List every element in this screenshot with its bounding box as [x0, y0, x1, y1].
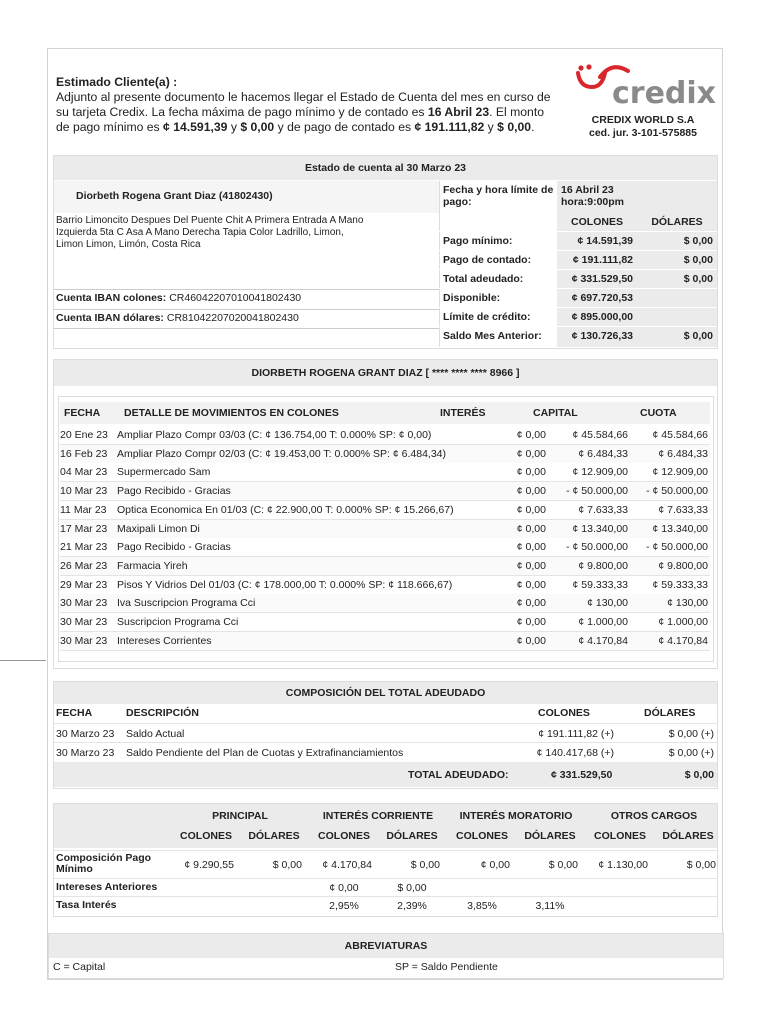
table-row: [60, 594, 710, 613]
col-dolares: DÓLARES: [651, 216, 703, 228]
summary-divider: [439, 269, 717, 270]
row-value: ¢ 1.130,00: [598, 859, 648, 871]
row-capital: ¢ 13.340,00: [572, 522, 628, 535]
row-colones: ¢ 140.417,68 (+): [536, 747, 614, 759]
row-value: 2,95%: [329, 900, 359, 912]
table-row: [60, 520, 710, 539]
sub-header: COLONES: [318, 830, 370, 842]
row-interes: ¢ 0,00: [516, 503, 546, 516]
movements-header: FECHA DETALLE DE MOVIMIENTOS EN COLONES INTERÉS CAPITAL CUOTA: [60, 402, 710, 424]
summary-divider: [439, 231, 717, 232]
movements-title: DIORBETH ROGENA GRANT DIAZ [ **** **** **** 8966 ]: [54, 360, 717, 386]
abbr-capital: C = Capital: [53, 961, 106, 973]
movements-section: [53, 359, 718, 669]
summary-divider: [439, 326, 717, 327]
table-row: [54, 723, 717, 742]
row-cuota: ¢ 1.000,00: [658, 616, 708, 628]
row-fecha: 04 Mar 23: [60, 466, 108, 479]
row-interes: ¢ 0,00: [516, 541, 546, 554]
row-value: $ 0,00: [410, 859, 440, 871]
row-capital: ¢ 130,00: [587, 597, 628, 610]
row-interes: ¢ 0,00: [516, 466, 546, 479]
row-cuota: ¢ 6.484,33: [658, 447, 708, 460]
col-colones: COLONES: [571, 216, 623, 228]
group-header: PRINCIPAL: [212, 810, 268, 822]
row-fecha: 30 Mar 23: [60, 616, 108, 628]
row-detalle: Iva Suscripcion Programa Cci: [117, 597, 256, 610]
row-label: Tasa Interés: [56, 899, 117, 911]
row-cuota: ¢ 59.333,33: [652, 578, 708, 591]
credix-logo: [568, 59, 718, 104]
table-row: [60, 632, 710, 651]
table-row: [60, 576, 710, 595]
row-value: 3,11%: [535, 900, 565, 912]
row-interes: ¢ 0,00: [516, 447, 546, 460]
svg-text:credix: credix: [612, 76, 717, 104]
row-value: ¢ 9.290,55: [184, 859, 234, 871]
company-ced: ced. jur. 3-101-575885: [589, 127, 697, 139]
row-fecha: 10 Mar 23: [60, 485, 108, 498]
summary-label: Total adeudado:: [443, 273, 524, 285]
total-row: TOTAL ADEUDADO: ¢ 331.529,50 $ 0,00: [54, 762, 717, 787]
summary-colones: ¢ 895.000,00: [571, 311, 633, 323]
row-colones: ¢ 191.111,82 (+): [538, 728, 614, 740]
summary-label: Saldo Mes Anterior:: [443, 330, 542, 342]
company-name: CREDIX WORLD S.A: [591, 114, 695, 126]
row-dolares: $ 0,00 (+): [668, 728, 714, 740]
row-fecha: 30 Marzo 23: [56, 747, 115, 759]
intro-text: Adjunto al presente documento le hacemos llegar el Estado de Cuenta del mes en curso de su tarjeta Credix. La fecha máxima de pago mínimo y de contado es 16 Abril 23. El monto de pago mínimo es ¢ 14.591,39 y $ 0,00 y de pago de contado es ¢ 191.111,82 y $ 0,00.: [56, 90, 551, 134]
sub-header: COLONES: [594, 830, 646, 842]
row-detalle: Supermercado Sam: [117, 466, 211, 479]
table-row: [60, 501, 710, 520]
row-label: Composición Pago Mínimo: [56, 852, 152, 875]
client-address: Barrio Limoncito Despues Del Puente Chit A Primera Entrada A Mano Izquierda 5ta C Asa A Mano Derecha Tapia Color Ladrillo, Limon, Limon Limon, Limón, Costa Rica: [56, 215, 364, 250]
row-fecha: 20 Ene 23: [60, 429, 108, 441]
abbreviations-section: [48, 933, 724, 979]
row-value: 2,39%: [397, 900, 427, 912]
row-detalle: Pago Recibido - Gracias: [117, 541, 231, 554]
summary-colones: ¢ 191.111,82: [572, 254, 633, 266]
summary-divider: [439, 307, 717, 308]
row-interes: ¢ 0,00: [516, 559, 546, 572]
summary-colones: ¢ 697.720,53: [571, 292, 633, 304]
row-cuota: - ¢ 50.000,00: [646, 541, 708, 554]
row-detalle: Ampliar Plazo Compr 03/03 (C: ¢ 136.754,00 T: 0.000% SP: ¢ 0,00): [117, 429, 432, 441]
row-detalle: Maxipali Limon Di: [117, 522, 200, 535]
summary-dolares: $ 0,00: [683, 235, 713, 247]
deadline-label: Fecha y hora límite de pago:: [443, 184, 554, 208]
group-header: OTROS CARGOS: [610, 810, 698, 822]
row-detalle: Ampliar Plazo Compr 02/03 (C: ¢ 19.453,00 T: 0.000% SP: ¢ 6.484,34): [117, 447, 446, 460]
table-row: [60, 613, 710, 632]
table-row: [60, 463, 710, 482]
row-cuota: ¢ 7.633,33: [658, 503, 708, 516]
row-cuota: ¢ 4.170,84: [658, 634, 708, 647]
row-detalle: Optica Economica En 01/03 (C: ¢ 22.900,00 T: 0.000% SP: ¢ 15.266,67): [117, 503, 454, 516]
row-fecha: 30 Mar 23: [60, 597, 108, 610]
sub-header: COLONES: [180, 830, 232, 842]
row-fecha: 11 Mar 23: [60, 503, 107, 516]
row-value: ¢ 0,00: [480, 859, 510, 871]
margin-line: [0, 660, 46, 661]
summary-label: Pago de contado:: [443, 254, 532, 266]
greeting: Estimado Cliente(a) :: [56, 75, 178, 89]
row-detalle: Farmacia Yireh: [117, 559, 188, 572]
summary-dolares: $ 0,00: [683, 330, 713, 342]
table-row: [54, 850, 717, 879]
group-header: INTERÉS MORATORIO: [459, 810, 573, 822]
table-row: [54, 896, 717, 915]
iban-dolares: Cuenta IBAN dólares: CR81042207020041802430: [56, 312, 299, 324]
credix-logo-mark: [568, 59, 718, 104]
breakdown-section: [53, 803, 718, 917]
row-detalle: Suscripcion Programa Cci: [117, 616, 239, 628]
row-capital: ¢ 6.484,33: [578, 447, 628, 460]
row-value: $ 0,00: [548, 859, 578, 871]
row-interes: ¢ 0,00: [516, 597, 546, 610]
row-capital: ¢ 1.000,00: [578, 616, 628, 628]
summary-label: Disponible:: [443, 292, 501, 304]
row-cuota: ¢ 13.340,00: [652, 522, 708, 535]
row-cuota: ¢ 130,00: [667, 597, 708, 610]
row-capital: - ¢ 50.000,00: [566, 485, 628, 498]
composition-section: COMPOSICIÓN DEL TOTAL ADEUDADO FECHA DESCRIPCIÓN COLONES DÓLARES TOTAL ADEUDADO: ¢ 331.529,50 $ 0,00 30 Marzo 23 Saldo Actual ¢ 191.111,82 (+) $ 0,00 (+) 30 Marzo 23 Saldo Pendiente del Plan de Cuotas y Extrafinanciamientos ¢ 140.417,68 (+) $ 0,00 (+): [53, 681, 718, 789]
statement-title: Estado de cuenta al 30 Marzo 23: [54, 156, 717, 180]
statement-summary: [53, 155, 718, 349]
row-capital: ¢ 12.909,00: [572, 466, 628, 479]
row-value: $ 0,00: [397, 882, 427, 894]
row-interes: ¢ 0,00: [516, 616, 546, 628]
composition-title: COMPOSICIÓN DEL TOTAL ADEUDADO: [54, 682, 717, 704]
row-interes: ¢ 0,00: [516, 522, 546, 535]
row-capital: - ¢ 50.000,00: [566, 541, 628, 554]
row-value: ¢ 4.170,84: [322, 859, 372, 871]
summary-colones: ¢ 130.726,33: [571, 330, 633, 342]
intro-paragraph: [56, 75, 556, 135]
row-capital: ¢ 7.633,33: [578, 503, 628, 516]
row-cuota: ¢ 45.584,66: [652, 429, 708, 441]
table-row: [54, 742, 717, 761]
row-capital: ¢ 59.333,33: [572, 578, 628, 591]
sub-header: COLONES: [456, 830, 508, 842]
row-descripcion: Saldo Pendiente del Plan de Cuotas y Extrafinanciamientos: [126, 747, 404, 759]
row-fecha: 17 Mar 23: [60, 522, 108, 535]
row-interes: ¢ 0,00: [516, 485, 546, 498]
summary-label: Pago mínimo:: [443, 235, 513, 247]
row-detalle: Pago Recibido - Gracias: [117, 485, 231, 498]
summary-colones: ¢ 14.591,39: [577, 235, 633, 247]
summary-label: Límite de crédito:: [443, 311, 531, 323]
row-fecha: 21 Mar 23: [60, 541, 108, 554]
sub-header: DÓLARES: [524, 830, 576, 842]
row-value: $ 0,00: [272, 859, 302, 871]
abbreviations-title: ABREVIATURAS: [49, 934, 723, 958]
row-detalle: Intereses Corrientes: [117, 634, 212, 647]
sub-header: DÓLARES: [248, 830, 300, 842]
statement-page: [47, 48, 723, 980]
row-interes: ¢ 0,00: [516, 634, 546, 647]
table-row: [60, 482, 710, 501]
row-dolares: $ 0,00 (+): [668, 747, 714, 759]
table-row: [60, 426, 710, 445]
summary-divider: [439, 250, 717, 251]
row-value: 3,85%: [467, 900, 497, 912]
company-info: [568, 114, 718, 140]
row-fecha: 30 Marzo 23: [56, 728, 115, 740]
row-detalle: Pisos Y Vidrios Del 01/03 (C: ¢ 178.000,00 T: 0.000% SP: ¢ 118.666,67): [117, 578, 453, 591]
abbr-saldo-pendiente: SP = Saldo Pendiente: [395, 961, 498, 973]
table-row: [54, 878, 717, 897]
summary-dolares: $ 0,00: [683, 254, 713, 266]
row-cuota: ¢ 12.909,00: [652, 466, 708, 479]
row-cuota: ¢ 9.800,00: [658, 559, 708, 572]
sub-header: DÓLARES: [386, 830, 438, 842]
sub-header: DÓLARES: [662, 830, 714, 842]
table-row: [60, 538, 710, 557]
row-cuota: - ¢ 50.000,00: [646, 485, 708, 498]
row-capital: ¢ 45.584,66: [572, 429, 628, 441]
group-header: INTERÉS CORRIENTE: [322, 810, 434, 822]
summary-dolares: $ 0,00: [683, 273, 713, 285]
client-name: Diorbeth Rogena Grant Diaz (41802430): [76, 190, 273, 202]
row-interes: ¢ 0,00: [516, 578, 546, 591]
row-capital: ¢ 9.800,00: [578, 559, 628, 572]
row-fecha: 16 Feb 23: [60, 447, 108, 460]
summary-colones: ¢ 331.529,50: [571, 273, 633, 285]
iban-colones: Cuenta IBAN colones: CR46042207010041802430: [56, 292, 302, 304]
row-fecha: 29 Mar 23: [60, 578, 108, 591]
row-interes: ¢ 0,00: [516, 429, 546, 441]
row-value: ¢ 0,00: [329, 882, 359, 894]
row-fecha: 26 Mar 23: [60, 559, 108, 572]
summary-divider: [439, 288, 717, 289]
row-descripcion: Saldo Actual: [126, 728, 185, 740]
table-row: [60, 557, 710, 576]
table-row: [60, 445, 710, 464]
row-capital: ¢ 4.170,84: [578, 634, 628, 647]
row-fecha: 30 Mar 23: [60, 634, 108, 647]
row-label: Intereses Anteriores: [56, 881, 158, 893]
deadline-value: 16 Abril 23 hora:9:00pm: [561, 184, 625, 208]
row-value: $ 0,00: [686, 859, 716, 871]
